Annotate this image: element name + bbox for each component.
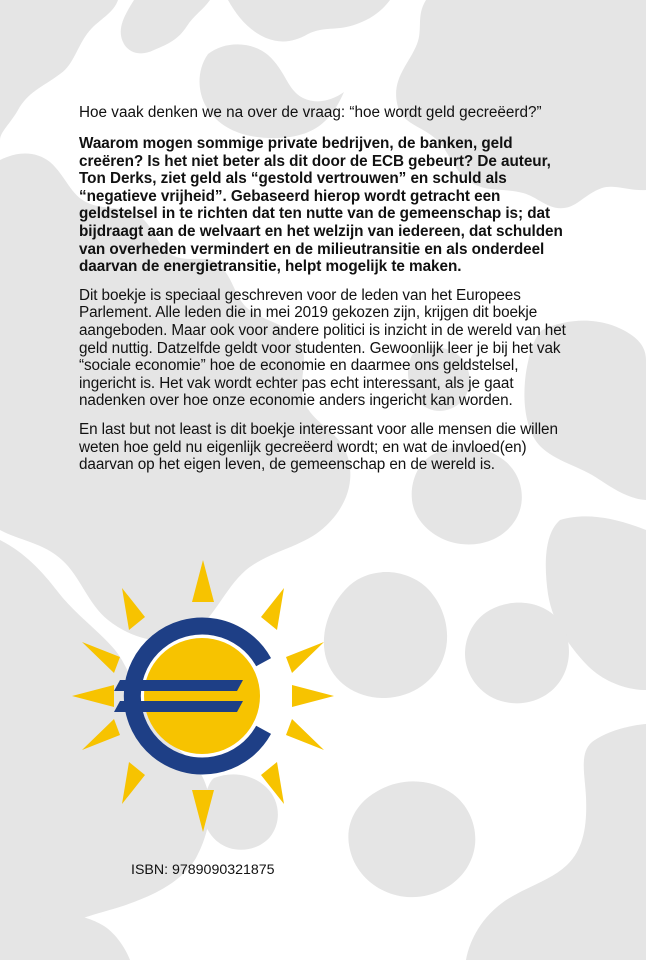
intro-question: Hoe vaak denken we na over de vraag: “hoe wordt geld gecreëerd?” bbox=[79, 104, 542, 121]
euro-sun-icon bbox=[72, 560, 334, 832]
back-cover-text bbox=[79, 104, 571, 485]
audience-paragraph: Dit boekje is speciaal geschreven voor de leden van het Europees Parlement. Alle leden die in mei 2019 gekozen zijn, krijgen dit boekje aangeboden. Maar ook voor andere politici is inzicht in de wereld van het geld nuttig. Datzelfde geldt voor studenten. Gewoonlijk leer je bij het vak “sociale economie” hoe de economie en daarmee ons geldstelsel, ingericht is. Het vak wordt echter pas echt interessant, als je gaat nadenken over hoe onze economie anders ingericht kan worden. bbox=[79, 286, 566, 410]
isbn-label: ISBN: 9789090321875 bbox=[131, 862, 275, 878]
sun-disc bbox=[144, 638, 260, 754]
summary-bold-paragraph: Waarom mogen sommige private bedrijven, de banken, geld creëren? Is het niet beter als dit door de ECB gebeurt? De auteur, Ton Derks, ziet geld als “gestold vertrouwen” en schuld als “negatieve vrijheid”. Gebaseerd hierop wordt getracht een geldstelsel in te richten dat ten nutte van de gemeenschap is; dat bijdraagt aan de welvaart en het welzijn van iedereen, dat schulden van overheden vermindert en de milieutransitie en als onderdeel daarvan de energietransitie, helpt mogelijk te maken. bbox=[79, 135, 563, 276]
closing-paragraph: En last but not least is dit boekje interessant voor alle mensen die willen weten hoe geld nu eigenlijk gecreëerd wordt; en wat de invloed(en) daarvan op het eigen leven, de gemeenschap en de wereld is. bbox=[79, 420, 558, 474]
